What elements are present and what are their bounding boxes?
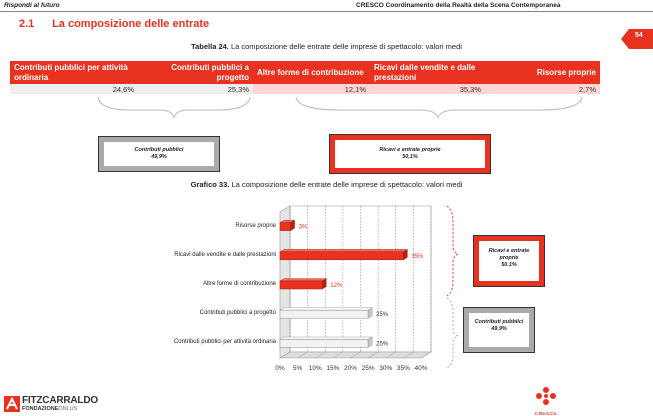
logo-sub-text: ONLUS bbox=[58, 406, 78, 412]
side-public-value: 49.9% bbox=[491, 326, 507, 332]
chart-bar bbox=[280, 252, 403, 260]
table-cell: 25,3% bbox=[138, 84, 253, 94]
chart-bar bbox=[280, 281, 322, 289]
table-cell: 2,7% bbox=[485, 84, 600, 94]
chart-bar-top bbox=[280, 249, 407, 251]
summary-public-label: Contributi pubblici bbox=[134, 147, 184, 153]
chart-data-label: 12% bbox=[330, 283, 343, 289]
fitzcarraldo-logo bbox=[4, 395, 104, 413]
table-caption-text: La composizione delle entrate delle imprese di spettacolo: valori medi bbox=[228, 42, 462, 51]
side-public-box bbox=[464, 308, 534, 352]
page-number: 54 bbox=[635, 32, 643, 39]
chart-bar bbox=[280, 223, 291, 231]
chart-tick-label: 5% bbox=[292, 365, 303, 372]
fitzcarraldo-mark-icon bbox=[4, 396, 20, 412]
chart-caption-text: La composizione delle entrate delle imprese di spettacolo: valori medi bbox=[229, 180, 463, 189]
chart-tick-label: 25% bbox=[361, 365, 375, 372]
table-header-cell: Altre forme di contribuzione bbox=[253, 61, 370, 84]
chart-category-label: Altre forme di contribuzione bbox=[202, 281, 276, 287]
chart-tick-label: 0% bbox=[275, 365, 285, 372]
chart-category-label: Risorse proprie bbox=[235, 222, 276, 229]
summary-revenue-label: Ricavi e entrate proprie bbox=[379, 147, 441, 153]
table-header-cell: Ricavi dalle vendite e dalle prestazioni bbox=[370, 61, 485, 84]
cresco-logo-text: C.Re.S.Co. bbox=[534, 411, 558, 416]
logo-sub-bold: FONDAZIONE bbox=[22, 406, 59, 412]
chart-data-label: 3% bbox=[298, 224, 308, 231]
summary-public-value: 49,9% bbox=[151, 154, 167, 160]
cresco-mark-icon bbox=[534, 386, 558, 406]
chart-tick-label: 20% bbox=[343, 365, 358, 372]
table-cell: 35,3% bbox=[370, 84, 485, 94]
header-right: CRESCO Coordinamento della Realtà della Scena Contemporanea bbox=[356, 2, 561, 9]
chart-data-label: 25% bbox=[376, 341, 389, 348]
section-number: 2.1 bbox=[19, 18, 35, 30]
table-caption-label: Tabella 24. bbox=[191, 42, 229, 51]
chart-bar-top bbox=[280, 279, 326, 281]
summary-revenue-value: 50,1% bbox=[402, 154, 418, 160]
side-revenue-box bbox=[474, 236, 544, 286]
logo-sub bbox=[22, 406, 77, 412]
chart-bar-top bbox=[280, 337, 372, 339]
chart-caption-label: Grafico 33. bbox=[190, 180, 230, 189]
chart-category-label: Ricavi dalle vendite e dalle prestazioni bbox=[174, 251, 276, 258]
chart-bar-top bbox=[280, 308, 372, 310]
chart-data-label: 35% bbox=[411, 253, 424, 260]
table-cell: 24,6% bbox=[10, 84, 138, 94]
chart-data-label: 25% bbox=[376, 312, 389, 319]
chart-bar bbox=[280, 339, 368, 347]
chart-tick-label: 15% bbox=[326, 365, 340, 372]
table-cell: 12,1% bbox=[253, 84, 370, 94]
chart-tick-label: 35% bbox=[396, 365, 410, 372]
chart-category-label: Contributi pubblici a progetto bbox=[199, 310, 276, 317]
chart-tick-label: 40% bbox=[414, 365, 428, 372]
chart-tick-label: 30% bbox=[379, 365, 393, 372]
side-public-label: Contributi pubblici bbox=[474, 319, 524, 325]
chart-tick-label: 10% bbox=[308, 365, 322, 372]
chart-bar bbox=[280, 310, 368, 318]
table-header-cell: Contributi pubblici a progetto bbox=[138, 61, 253, 84]
side-revenue-value: 50.1% bbox=[501, 262, 517, 268]
header-left: Rispondi al futuro bbox=[4, 2, 60, 9]
logo-main: FITZCARRALDO bbox=[22, 395, 98, 406]
table-header-cell: Contributi pubblici per attività ordinaria bbox=[10, 61, 138, 84]
chart-category-label: Contributi pubblici per attività ordinaria bbox=[173, 339, 276, 346]
cresco-logo bbox=[534, 386, 558, 414]
side-revenue-label: Ricavi e entrate proprie bbox=[488, 248, 530, 261]
section-title: La composizione delle entrate bbox=[52, 18, 210, 30]
table-header-cell: Risorse proprie bbox=[485, 61, 600, 84]
